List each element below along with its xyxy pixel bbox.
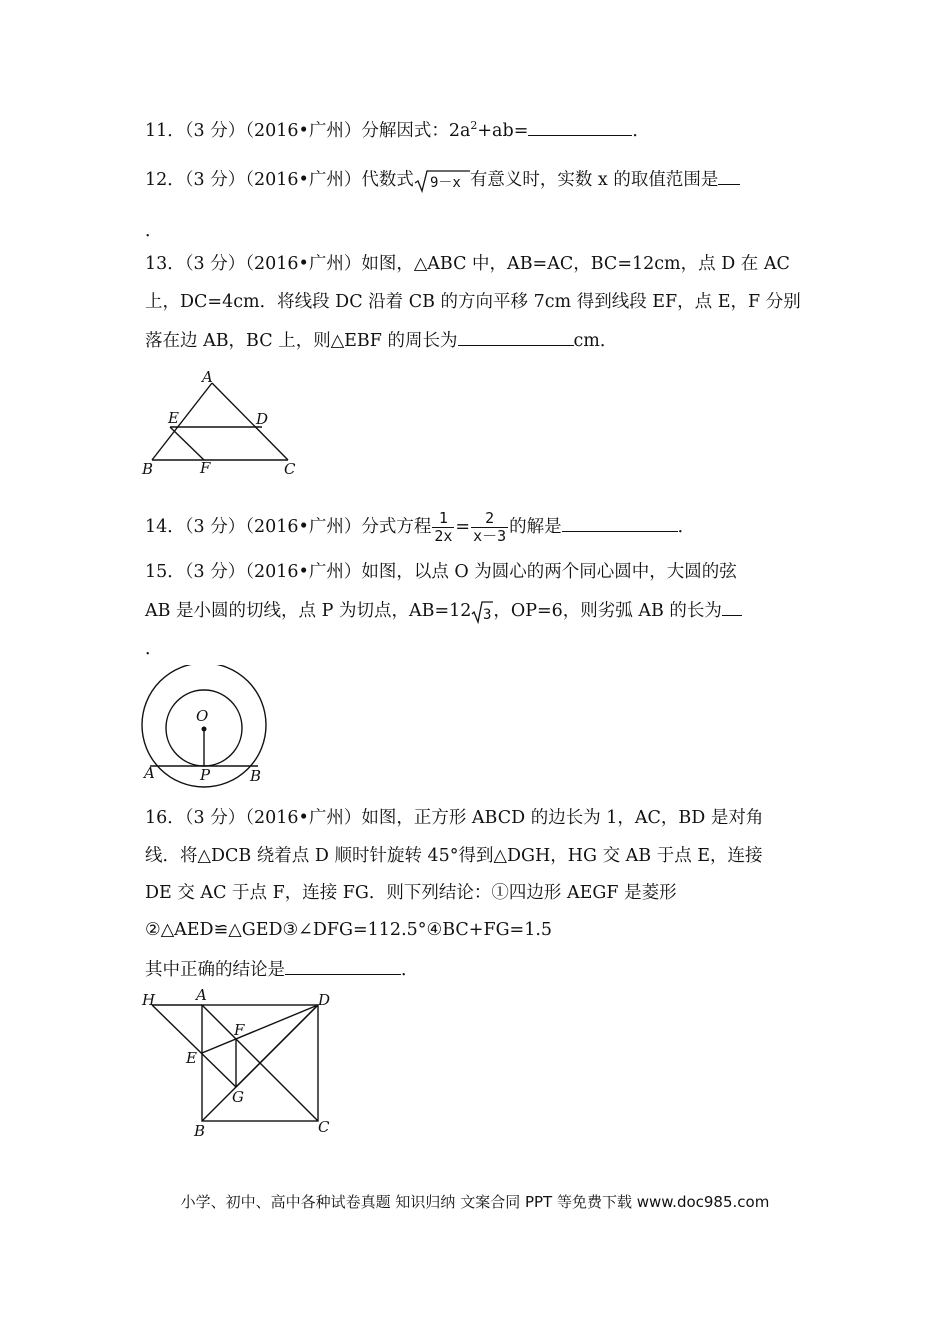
page-footer: 小学、初中、高中各种试卷真题 知识归纳 文案合同 PPT 等免费下载 www.doc985.com [180, 1193, 770, 1211]
q13-text: 落在边 AB，BC 上，则△EBF 的周长为 [145, 331, 458, 351]
equals-sign: = [455, 517, 471, 537]
label-A: A [202, 368, 213, 386]
q11-end: ． [632, 121, 650, 141]
q15-answer-blank[interactable] [722, 598, 742, 616]
q13-unit: cm． [573, 331, 618, 351]
q16-line-2: 线．将△DCB 绕着点 D 顺时针旋转 45°得到△DGH，HG 交 AB 于点 E，连接 [145, 846, 763, 866]
q15-line-1: 15．（3 分）（2016•广州）如图，以点 O 为圆心的两个同心圆中，大圆的弦 [145, 562, 737, 582]
question-14 [145, 510, 695, 545]
q13-line-1: 13．（3 分）（2016•广州）如图，△ABC 中，AB=AC，BC=12cm，点 D 在 AC [145, 254, 790, 274]
q13-answer-blank[interactable] [458, 328, 574, 346]
q12-radicand: 9－x [429, 174, 461, 191]
label-A: A [196, 986, 207, 1004]
label-O: O [196, 707, 209, 725]
sqrt-3 [471, 600, 493, 624]
question-12 [145, 167, 740, 193]
q15-end-line [145, 638, 163, 660]
q15-line-2 [145, 598, 742, 624]
sqrt-value: 3 [483, 606, 492, 623]
q11-exponent: 2 [470, 119, 478, 132]
q14-end: ． [677, 517, 696, 537]
q16-end: ． [401, 960, 419, 980]
q12-end: ． [145, 221, 163, 241]
frac1-denominator: 2x [434, 527, 453, 545]
label-D: D [256, 410, 269, 428]
q16-line-1: 16．（3 分）（2016•广州）如图，正方形 ABCD 的边长为 1，AC，BD 是对角 [145, 808, 764, 828]
label-E: E [186, 1049, 197, 1067]
frac2-denominator: x－3 [473, 527, 507, 545]
label-E: E [168, 409, 179, 427]
q15-after: ，OP=6，则劣弧 AB 的长为 [493, 601, 722, 621]
q12-answer-blank[interactable] [718, 167, 740, 185]
q15-concentric-circles-figure [138, 665, 272, 791]
q14-after: 的解是 [509, 517, 562, 537]
label-B: B [250, 767, 262, 785]
fraction-1 [432, 510, 454, 545]
q11-answer-blank[interactable] [528, 118, 632, 136]
label-C: C [318, 1118, 330, 1136]
fraction-2 [471, 510, 508, 545]
label-B: B [194, 1122, 206, 1140]
label-P: P [200, 766, 211, 784]
q13-line-3 [145, 328, 617, 352]
q12-end-line [145, 220, 163, 242]
q15-text: AB 是小圆的切线，点 P 为切点，AB=12 [145, 601, 472, 621]
q13-triangle-figure [140, 368, 310, 480]
q16-line-3: DE 交 AC 于点 F，连接 FG．则下列结论：①四边形 AEGF 是菱形 [145, 883, 677, 903]
label-F: F [234, 1021, 245, 1039]
q16-square-figure [138, 985, 338, 1140]
q16-answer-blank[interactable] [285, 957, 401, 975]
q14-text: 14．（3 分）（2016•广州）分式方程 [145, 517, 432, 537]
sqrt-expression [414, 169, 470, 193]
q12-after: 有意义时，实数 x 的取值范围是 [469, 170, 719, 190]
label-D: D [318, 991, 331, 1009]
q14-answer-blank[interactable] [562, 514, 678, 532]
q16-line-4: ②△AED≌△GED③∠DFG=112.5°④BC+FG=1.5 [145, 920, 553, 940]
label-G: G [232, 1088, 244, 1106]
q15-end: ． [145, 639, 163, 659]
label-H: H [142, 991, 156, 1009]
label-B: B [142, 460, 154, 478]
q16-text: 其中正确的结论是 [145, 960, 285, 980]
question-11 [145, 118, 650, 142]
label-C: C [284, 460, 296, 478]
label-A: A [144, 764, 155, 782]
label-F: F [200, 459, 211, 477]
q13-line-2: 上，DC=4cm．将线段 DC 沿着 CB 的方向平移 7cm 得到线段 EF，点 E，F 分别 [145, 292, 801, 312]
center-point [202, 727, 207, 732]
q16-line-5 [145, 957, 419, 981]
q11-text: 11．（3 分）（2016•广州）分解因式：2a [145, 121, 471, 141]
q11-rest: +ab= [477, 121, 529, 141]
q12-text: 12．（3 分）（2016•广州）代数式 [145, 170, 414, 190]
frac2-numerator: 2 [485, 509, 495, 527]
frac1-numerator: 1 [438, 509, 448, 527]
